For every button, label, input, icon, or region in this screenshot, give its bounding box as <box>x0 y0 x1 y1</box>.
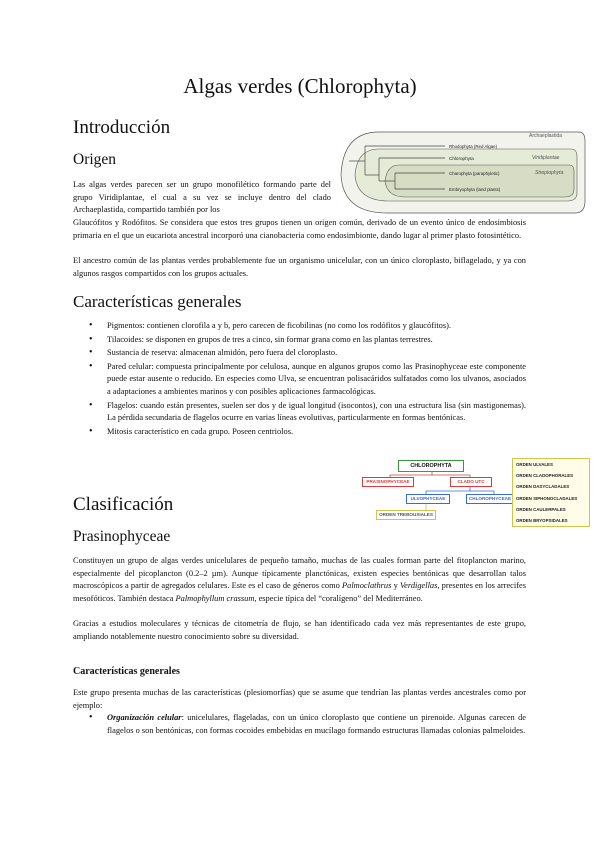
intro-heading: Introducción <box>73 117 171 138</box>
origen-paragraph: Glaucófitos y Rodófitos. Se considera que estos tres grupos tienen un origen común, derivado de un evento único de endosimbiosis primaria en el que un eucariota ancestral incorporó una cianobacteria como endosimbionte, dando lugar al primer plasto fotosintético. <box>73 218 526 240</box>
prasino-text-b: , presentes en los arrecifes mesofóticos. También destaca <box>73 581 526 603</box>
prasinophyceae-node: PRASINOPHYCEAE <box>362 477 414 487</box>
order-item: ORDEN SIPHONOCLADALES <box>516 495 578 501</box>
clado-embryophyta-label: Embryophyta (land plants) <box>449 187 501 192</box>
species-palmophyllum: Palmophyllum crassum <box>175 593 255 603</box>
list-item: • Pigmentos: contienen clorofila a y b, pero carecen de ficobilinas (no como los rodófitos y glaucófitos). <box>73 320 526 333</box>
prasino-paragraph <box>73 555 526 605</box>
clado-streptophyta-label: Streptophyta <box>535 170 564 176</box>
clado-viridiplantae-label: Viridiplantae <box>532 155 560 161</box>
clado-outer-label: Archaeplastida <box>529 133 563 139</box>
prasino-text: Constituyen un grupo de algas verdes unicelulares de pequeño tamaño, muchas de las cuales forman parte del fitoplancton marino, especialmente del picoplancton (0.2–2 µm). Aunque típicamente planctónicas, existen especies bentónicas que desarrollan talos macroscópicos a partir de agregados celulares. Este es el caso de géneros como <box>73 556 526 591</box>
origen-heading: Origen <box>73 151 117 168</box>
genus-verdigellas: Verdigellas <box>399 581 438 591</box>
order-item: ORDEN CLADOPHORALES <box>516 473 574 479</box>
origen-paragraph-wrap: Las algas verdes parecen ser un grupo monofilético formando parte del grupo Viridiplantae, el cual a su vez se incluye dentro del clado Archaeplastida, compartido también por los <box>73 180 331 215</box>
caracteristicas-list <box>73 320 526 439</box>
clado-charophyta-label: Charophyta (paraphyletic) <box>449 171 500 176</box>
chlorophyta-node: CHLOROPHYTA <box>398 460 464 472</box>
prasinophyceae-heading: Prasinophyceae <box>73 528 171 545</box>
clado-chlorophyta-label: Chlorophyta <box>449 156 474 161</box>
order-item: ORDEN ULVALES <box>516 462 553 467</box>
list-item <box>73 712 526 737</box>
order-item: ORDEN DASYCLADALES <box>516 484 570 490</box>
cg-list <box>73 712 526 738</box>
cg-item-text: : unicelulares, flageladas, con un único cloroplasto que contiene un pirenoide. Algunas carecen de flagelos o son bentónicas, con formas cocoides embebidas en mucílago formando estructuras llamadas colonias palmeloides. <box>107 713 526 735</box>
caracteristicas-heading: Características generales <box>73 292 242 311</box>
clasificacion-heading: Clasificación <box>73 494 174 515</box>
list-item: • Mitosis característico en cada grupo. Poseen centriolos. <box>73 426 397 439</box>
origen-paragraph-2: El ancestro común de las plantas verdes probablemente fue un organismo unicelular, con un único cloroplasto, biflagelado, y ya con algunos rasgos compartidos con los grupos actuales. <box>73 256 526 278</box>
cladogram-svg <box>339 129 586 215</box>
archaeplastida-cladogram <box>339 129 586 215</box>
list-item: • Pared celular: compuesta principalmente por celulosa, aunque en algunos grupos como las Prasinophyceae este componente puede estar ausente o reducido. En especies como Ulva, se encuentran polisacáridos sulfatados como los ulvanos, asociados a adaptaciones a ambientes marinos y con posibles aplicaciones farmacológicas. <box>73 361 526 399</box>
order-item: ORDEN CAULERPALES <box>516 506 566 512</box>
chlorophyceae-node: CHLOROPHYCEAE <box>466 494 514 504</box>
genus-conjunction: y <box>393 581 398 591</box>
list-item: • Tilacoides: se disponen en grupos de tres a cinco, sin formar grana como en las plantas terrestres. <box>73 334 526 347</box>
clado-utc-node: CLADO UTC <box>450 477 492 487</box>
orders-box <box>512 458 590 527</box>
list-item: • Flagelos: cuando están presentes, suelen ser dos y de igual longitud (isocontos), con una estructura lisa (sin mastigonemas). La pérdida secundaria de flagelos ocurre en varias líneas evolutivas, particularmente en formas bentónicas. <box>73 400 526 425</box>
ulvophyceae-node: ULVOPHYCEAE <box>406 494 450 504</box>
clado-rhodophyta-label: Rhodophyta (Red Algae) <box>449 144 498 149</box>
trebouxiales-node: ORDEN TREBOUXIALES <box>376 510 436 520</box>
prasino-paragraph-2: Gracias a estudios moleculares y técnicas de citometría de flujo, se han identificado cada vez más representantes de este grupo, ampliando notablemente nuestro conocimiento sobre su diversidad. <box>73 619 526 641</box>
cg-heading: Características generales <box>73 666 180 677</box>
classification-diagram <box>360 458 590 558</box>
order-item: ORDEN BRYOPSIDALES <box>516 518 568 524</box>
genus-palmoclathrus: Palmoclathrus <box>342 581 392 591</box>
cg-intro: Este grupo presenta muchas de las características (plesiomorfías) que se asume que tendrían las plantas verdes ancestrales como por ejemplo: <box>73 688 526 710</box>
cg-item-label: Organización celular <box>107 713 182 722</box>
prasino-text-c: , especie típica del “coralígeno” del Mediterráneo. <box>254 593 423 603</box>
list-item: • Sustancia de reserva: almacenan almidón, pero fuera del cloroplasto. <box>73 347 526 360</box>
page-title: Algas verdes (Chlorophyta) <box>183 74 417 98</box>
